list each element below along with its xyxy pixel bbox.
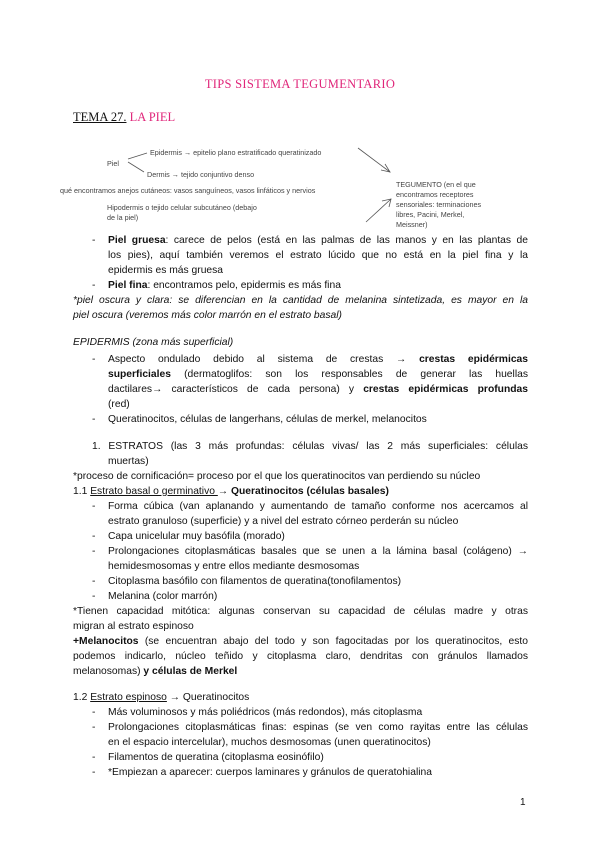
melanocitos-line-cont bbox=[73, 665, 237, 680]
text-span: : carece de pelos (está en las palmas de las manos y en las plantas de bbox=[165, 235, 528, 246]
diagram-piel: Piel bbox=[107, 159, 119, 168]
text-span: → Queratinocitos bbox=[166, 692, 250, 703]
list-item-cont: estrato granuloso (superficie) y a nivel del estrato córneo perderán su núcleo bbox=[108, 516, 459, 527]
list-item: *Empiezan a aparecer: cuerpos laminares y gránulos de queratohialina bbox=[108, 767, 432, 778]
diagram-epidermis: Epidermis → epitelio plano estratificado queratinizado bbox=[150, 148, 322, 157]
bullet-dash: - bbox=[92, 354, 96, 365]
list-item-cont: epidermis es más gruesa bbox=[108, 265, 224, 276]
note-line bbox=[73, 309, 342, 324]
list-item: Prolongaciones citoplasmáticas basales que se unen a la lámina basal (colágeno) → bbox=[108, 546, 528, 557]
underlined-text: Estrato espinoso bbox=[90, 692, 167, 703]
melanocitos-line bbox=[73, 635, 528, 650]
numbered-item: 1. ESTRATOS (las 3 más profundas: células vivas/ las 2 más superficiales: células bbox=[92, 441, 528, 452]
text-span: Aspecto ondulado debido al sistema de crestas → bbox=[108, 354, 420, 365]
text-span: : encontramos pelo, epidermis es más fina bbox=[147, 280, 341, 291]
italic-text: EPIDERMIS (zona más superficial) bbox=[73, 337, 234, 348]
bold-term: Piel fina bbox=[108, 280, 148, 291]
list-item bbox=[108, 353, 528, 368]
text-span: 1.1 bbox=[73, 486, 91, 497]
diagram-tegumento-line1: TEGUMENTO (en el que bbox=[396, 180, 476, 189]
list-item-cont: los pies), aquí también veremos el estrato lúcido que no está en la piel fina y la bbox=[108, 250, 528, 261]
list-item-cont: hemidesmosomas y entre ellos mediante desmosomas bbox=[108, 561, 360, 572]
list-item: Prolongaciones citoplasmáticas finas: espinas (se ven como rayitas entre las células bbox=[108, 722, 528, 733]
melanocitos-line-cont: podemos indicarlo, núcleo teñido y citoplasma claro, dendritas con gránulos llamados bbox=[73, 651, 528, 662]
bullet-dash: - bbox=[92, 591, 96, 602]
list-item: Capa unicelular muy basófila (morado) bbox=[108, 531, 285, 542]
text-span: dactilares→ característicos de cada persona) y bbox=[108, 384, 364, 395]
text-span: (se encuentran abajo del todo y son fagocitadas por los queratinocitos, esto bbox=[138, 636, 528, 647]
diagram-tegumento-line4: libres, Pacini, Merkel, bbox=[396, 210, 465, 219]
bullet-dash: - bbox=[92, 752, 96, 763]
mitotic-note-cont: migran al estrato espinoso bbox=[73, 621, 194, 632]
diagram-dermis-detail: qué encontramos anejos cutáneos: vasos sanguíneos, vasos linfáticos y nervios bbox=[60, 186, 316, 195]
diagram-tegumento-line2: encontramos receptores bbox=[396, 190, 474, 199]
bullet-dash: - bbox=[92, 414, 96, 425]
italic-text: piel oscura (veremos más color marrón en el estrato basal) bbox=[73, 310, 342, 321]
bullet-dash: - bbox=[92, 722, 96, 733]
diagram-tegumento-line3: sensoriales: terminaciones bbox=[396, 200, 482, 209]
text-span: 1.2 bbox=[73, 692, 91, 703]
list-item: Queratinocitos, células de langerhans, células de merkel, melanocitos bbox=[108, 414, 427, 425]
diagram-hipodermis-line1: Hipodermis o tejido celular subcutáneo (debajo bbox=[107, 203, 257, 212]
bullet-dash: - bbox=[92, 707, 96, 718]
mitotic-note: *Tienen capacidad mitótica: algunas conservan su capacidad de células madre y otras bbox=[73, 606, 528, 617]
bold-term: crestas epidérmicas profundas bbox=[363, 384, 528, 395]
bullet-dash: - bbox=[92, 546, 96, 557]
bullet-dash: - bbox=[92, 531, 96, 542]
list-item-cont bbox=[108, 368, 528, 383]
epidermis-heading bbox=[73, 336, 233, 351]
list-item-cont bbox=[108, 383, 528, 398]
diagram-arrows bbox=[0, 0, 600, 260]
text-span: melanosomas) bbox=[73, 666, 144, 677]
bold-term: +Melanocitos bbox=[73, 636, 139, 647]
list-item bbox=[108, 279, 341, 294]
list-item: Más voluminosos y más poliédricos (más redondos), más citoplasma bbox=[108, 707, 423, 718]
bold-term: Piel gruesa bbox=[108, 235, 166, 246]
diagram-hipodermis-line2: de la piel) bbox=[107, 213, 139, 222]
tema-number: TEMA 27. bbox=[73, 110, 127, 124]
list-item: Filamentos de queratina (citoplasma eosinófilo) bbox=[108, 752, 324, 763]
list-item-cont: (red) bbox=[108, 399, 130, 410]
bold-term: superficiales bbox=[108, 369, 171, 380]
tema-name: LA PIEL bbox=[126, 110, 176, 124]
italic-text: *piel oscura y clara: se diferencian en la cantidad de melanina sintetizada, es mayor en la bbox=[73, 295, 528, 306]
diagram-dermis: Dermis → tejido conjuntivo denso bbox=[147, 170, 255, 179]
list-item-cont: en el espacio intercelular), muchos desmosomas (unen queratinocitos) bbox=[108, 737, 431, 748]
bold-term: Queratinocitos (células basales) bbox=[231, 486, 389, 497]
subsection-espinoso bbox=[73, 691, 249, 706]
bold-term: crestas epidérmicas bbox=[419, 354, 528, 365]
list-item: Melanina (color marrón) bbox=[108, 591, 218, 602]
bullet-dash: - bbox=[92, 235, 96, 246]
text-span: → bbox=[217, 486, 231, 497]
bold-term: y células de Merkel bbox=[143, 666, 238, 677]
list-item: Citoplasma basófilo con filamentos de queratina(tonofilamentos) bbox=[108, 576, 402, 587]
note-line bbox=[73, 294, 528, 309]
list-item: Forma cúbica (van aplanando y aumentando de tamaño conforme nos acercamos al bbox=[108, 501, 528, 512]
bullet-dash: - bbox=[92, 767, 96, 778]
document-title: TIPS SISTEMA TEGUMENTARIO bbox=[204, 77, 396, 91]
page-number: 1 bbox=[520, 797, 526, 808]
bullet-dash: - bbox=[92, 280, 96, 291]
text-span: (dermatoglifos: son los responsables de generar las huellas bbox=[170, 369, 528, 380]
underlined-text: Estrato basal o germinativo bbox=[90, 486, 218, 497]
process-note: *proceso de cornificación= proceso por el que los queratinocitos van perdiendo su núcleo bbox=[73, 471, 481, 482]
list-item bbox=[108, 234, 528, 249]
subsection-basal bbox=[73, 485, 389, 500]
diagram-tegumento-line5: Meissner) bbox=[396, 220, 428, 229]
bullet-dash: - bbox=[92, 576, 96, 587]
bullet-dash: - bbox=[92, 501, 96, 512]
numbered-item-cont: muertas) bbox=[108, 456, 149, 467]
